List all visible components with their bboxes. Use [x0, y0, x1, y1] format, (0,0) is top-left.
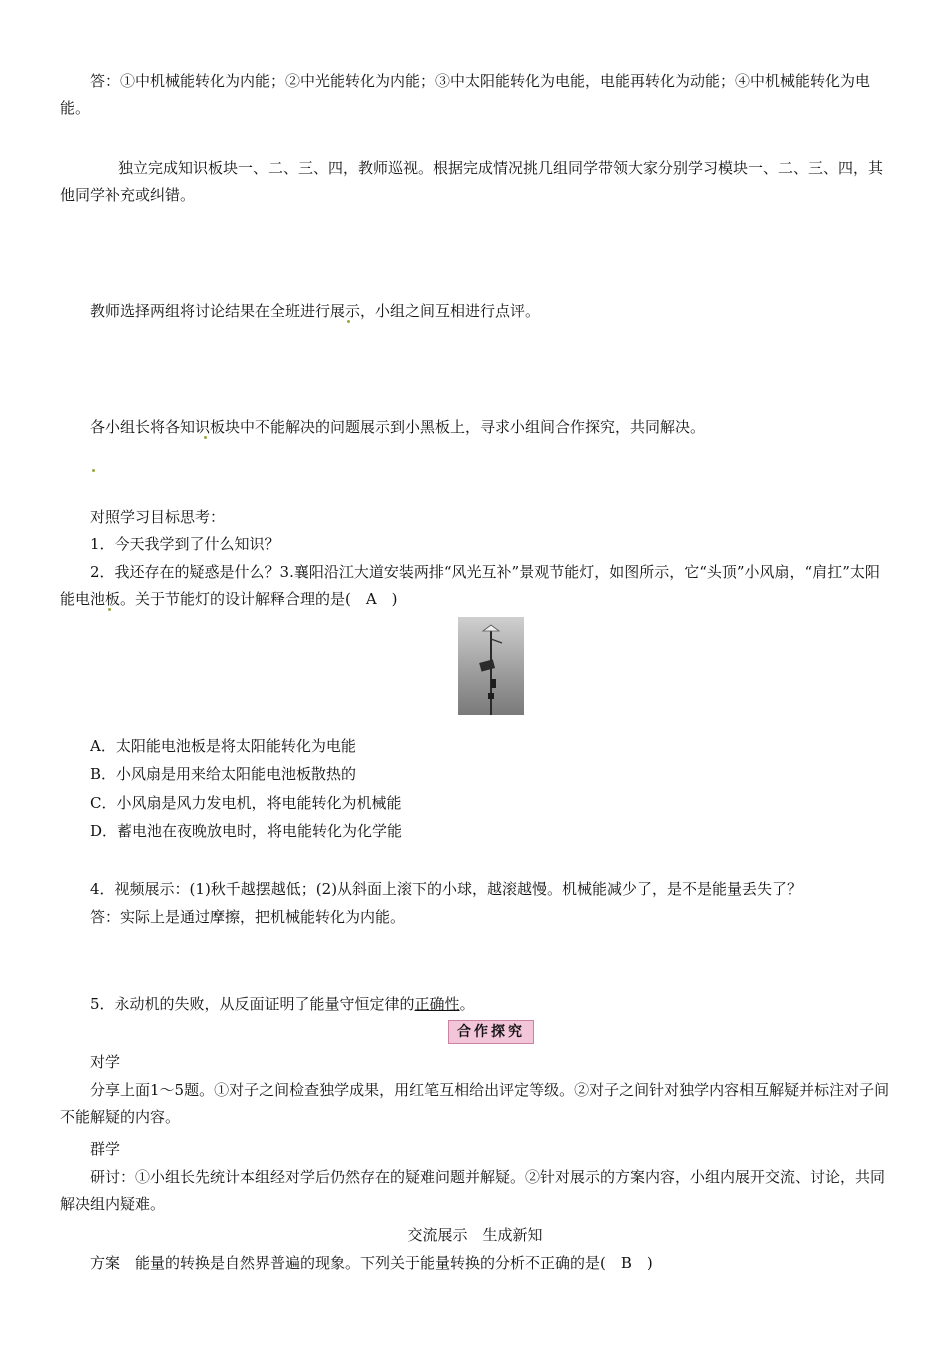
pair-title: 对学 — [90, 1053, 121, 1071]
decorative-dot — [92, 469, 95, 472]
cooperation-badge: 合作探究 — [448, 1020, 534, 1044]
option-d: D．蓄电池在夜晚放电时，将电能转化为化学能 — [90, 822, 403, 840]
decorative-dot — [347, 320, 350, 323]
question-5-blank: 正确性 — [414, 995, 460, 1013]
group-title: 群学 — [90, 1140, 121, 1158]
instruction-2: 教师选择两组将讨论结果在全班进行展示，小组之间互相进行点评。 — [90, 302, 541, 320]
reflect-title: 对照学习目标思考： — [90, 508, 226, 526]
option-a: A．太阳能电池板是将太阳能转化为电能 — [90, 737, 356, 755]
group-text: 研讨：①小组长先统计本组经对学后仍然存在的疑难问题并解疑。②针对展示的方案内容，小组内展开交流、讨论，共同解决组内疑难。 — [60, 1168, 886, 1213]
pair-text: 分享上面1～5题。①对子之间检查独学成果，用红笔互相给出评定等级。②对子之间针对独学内容相互解疑并标注对子间不能解疑的内容。 — [60, 1081, 890, 1126]
question-5-suffix: 。 — [459, 995, 475, 1013]
answer-4: 答：实际上是通过摩擦，把机械能转化为内能。 — [90, 908, 406, 926]
question-4: 4．视频展示：(1)秋千越摆越低；(2)从斜面上滚下的小球，越滚越慢。机械能减少了，是不是能量丢失了？ — [90, 880, 803, 898]
street-lamp-photo — [458, 617, 524, 715]
instruction-1: 独立完成知识板块一、二、三、四，教师巡视。根据完成情况挑几组同学带领大家分别学习模块一、二、三、四，其他同学补充或纠错。 — [60, 159, 884, 204]
answer-1: 答：①中机械能转化为内能；②中光能转化为内能；③中太阳能转化为电能，电能再转化为动能；④中机械能转化为电能。 — [60, 72, 871, 117]
question-1: 1．今天我学到了什么知识？ — [90, 535, 280, 553]
instruction-3: 各小组长将各知识板块中不能解决的问题展示到小黑板上，寻求小组间合作探究，共同解决。 — [90, 418, 706, 436]
decorative-dot — [204, 436, 207, 439]
question-5 — [60, 991, 894, 1018]
plan-question: 方案 能量的转换是自然界普遍的现象。下列关于能量转换的分析不正确的是( B ) — [90, 1254, 653, 1272]
option-b: B．小风扇是用来给太阳能电池板散热的 — [90, 765, 357, 783]
option-c: C．小风扇是风力发电机，将电能转化为机械能 — [90, 794, 402, 812]
question-5-prefix: 5．永动机的失败，从反面证明了能量守恒定律的 — [90, 995, 415, 1013]
section-title: 交流展示 生成新知 — [407, 1226, 543, 1244]
lamp-illustration — [458, 617, 524, 715]
question-2-3: 2．我还存在的疑惑是什么？3.襄阳沿江大道安装两排“风光互补”景观节能灯，如图所示，它“头顶”小风扇，“肩扛”太阳能电池板。关于节能灯的设计解释合理的是( A ) — [60, 563, 880, 608]
